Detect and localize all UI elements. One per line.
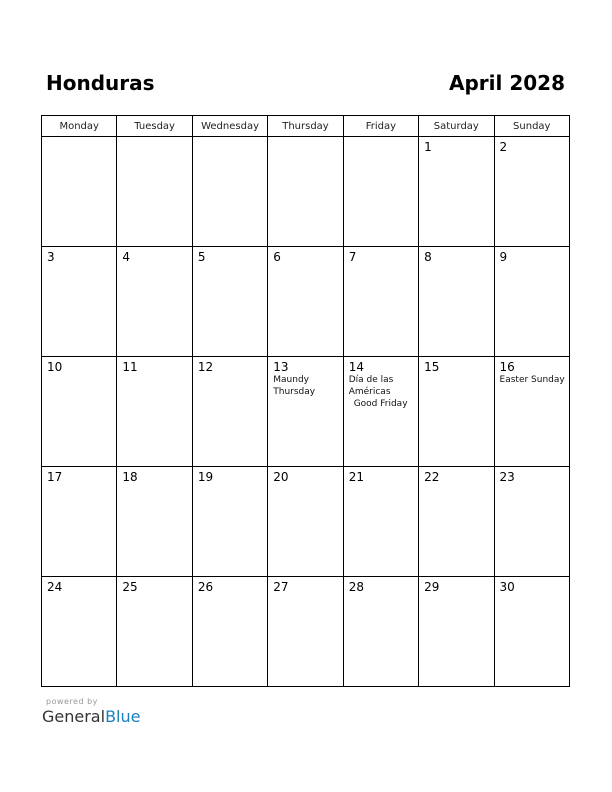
day-number (117, 137, 191, 140)
day-number: 9 (499, 250, 508, 264)
country-title: Honduras (46, 71, 155, 95)
week-row (42, 137, 570, 247)
day-cell (42, 247, 117, 357)
day-cell (42, 577, 117, 687)
day-cell (268, 247, 343, 357)
day-number (42, 137, 116, 140)
day-number: 21 (348, 470, 364, 484)
day-number: 19 (197, 470, 214, 484)
day-cell (268, 357, 343, 467)
day-cell (192, 247, 267, 357)
day-number: 11 (122, 360, 138, 374)
day-number: 16 (499, 360, 515, 374)
day-number: 27 (273, 580, 289, 594)
day-number: 13 (273, 360, 289, 374)
day-cell (419, 137, 494, 247)
day-cell (494, 247, 569, 357)
calendar-grid (41, 115, 570, 687)
week-row (42, 467, 570, 577)
day-cell (343, 577, 418, 687)
powered-by-label: powered by (46, 697, 98, 706)
day-number: 26 (197, 580, 214, 594)
day-cell (192, 137, 267, 247)
day-number: 17 (47, 470, 63, 484)
weekday-header: Monday (42, 116, 117, 137)
day-number: 4 (122, 250, 131, 264)
day-number: 30 (499, 580, 515, 594)
day-cell (419, 467, 494, 577)
holiday-label: Américas (348, 387, 391, 397)
day-number: 5 (197, 250, 206, 264)
day-cell (117, 247, 192, 357)
day-number: 25 (122, 580, 138, 594)
day-cell (268, 137, 343, 247)
day-number: 2 (499, 140, 508, 154)
day-number: 23 (499, 470, 515, 484)
day-cell (419, 577, 494, 687)
day-number: 24 (47, 580, 63, 594)
day-cell (494, 357, 569, 467)
weekday-header: Friday (343, 116, 418, 137)
day-number: 14 (348, 360, 364, 374)
day-cell (343, 137, 418, 247)
day-cell (192, 467, 267, 577)
day-cell (42, 357, 117, 467)
day-cell (494, 577, 569, 687)
day-cell (117, 137, 192, 247)
logo-text-general: General (42, 707, 106, 726)
day-cell (117, 577, 192, 687)
day-number: 10 (47, 360, 63, 374)
holiday-label: Easter Sunday (499, 375, 565, 385)
logo-text-blue: Blue (105, 707, 141, 726)
weekday-header: Thursday (268, 116, 343, 137)
day-cell (192, 357, 267, 467)
day-number: 8 (424, 250, 432, 264)
holiday-label: Maundy (273, 375, 309, 385)
weekday-header: Saturday (419, 116, 494, 137)
weekday-header: Wednesday (192, 116, 267, 137)
day-number: 15 (424, 360, 440, 374)
weekday-header: Sunday (494, 116, 569, 137)
week-row (42, 357, 570, 467)
day-number (268, 137, 342, 140)
day-number: 1 (424, 140, 432, 154)
day-number: 3 (47, 250, 55, 264)
day-cell (419, 357, 494, 467)
day-number: 12 (197, 360, 214, 374)
day-cell (343, 247, 418, 357)
day-cell (192, 577, 267, 687)
week-row (42, 577, 570, 687)
day-number: 20 (273, 470, 289, 484)
day-number: 22 (424, 470, 440, 484)
day-cell (117, 357, 192, 467)
day-number: 29 (424, 580, 440, 594)
day-number (344, 137, 418, 140)
day-cell (268, 467, 343, 577)
day-cell (343, 357, 418, 467)
holiday-label: Thursday (273, 387, 316, 397)
day-cell (494, 467, 569, 577)
weekday-header-row (42, 116, 570, 137)
day-cell (268, 577, 343, 687)
day-number: 6 (273, 250, 281, 264)
day-number (193, 137, 267, 140)
holiday-label: Día de las (348, 375, 394, 385)
weekday-header: Tuesday (117, 116, 192, 137)
holiday-label: Good Friday (353, 399, 408, 409)
day-cell (117, 467, 192, 577)
week-row (42, 247, 570, 357)
day-cell (494, 137, 569, 247)
day-number: 28 (348, 580, 364, 594)
day-number: 18 (122, 470, 138, 484)
month-year-title: April 2028 (449, 71, 565, 95)
day-cell (343, 467, 418, 577)
generalblue-logo[interactable] (42, 707, 140, 726)
day-cell (42, 467, 117, 577)
day-cell (419, 247, 494, 357)
day-cell (42, 137, 117, 247)
day-number: 7 (348, 250, 357, 264)
